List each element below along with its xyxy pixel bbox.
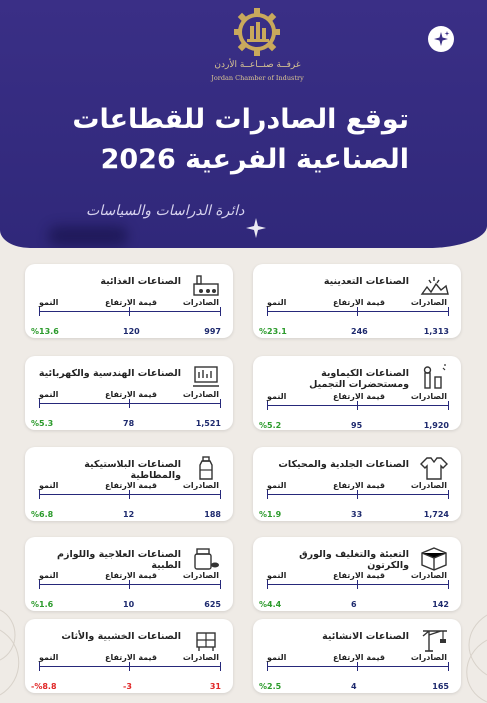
- axis-tick: [357, 307, 358, 316]
- axis-line: [39, 494, 221, 495]
- sector-name: الصناعات التعدينية: [323, 276, 409, 287]
- exports-label: الصادرات: [410, 392, 447, 401]
- axis-tick: [129, 580, 130, 589]
- header-banner: [0, 0, 487, 248]
- axis-line: [267, 311, 449, 312]
- axis-line: [39, 311, 221, 312]
- plastic-bottle-icon: [191, 455, 221, 481]
- sector-name: الصناعات العلاجية واللوازم الطبية: [57, 549, 181, 571]
- increase-label: قيمة الارتفاع: [105, 571, 158, 580]
- axis-tick: [267, 401, 268, 410]
- exports-value: 1,724: [423, 510, 449, 519]
- sector-name: التعبئة والتغليف والورق والكرتون: [299, 549, 409, 571]
- sector-card: [253, 447, 461, 521]
- sector-name: الصناعات الهندسية والكهربائية: [38, 368, 181, 379]
- axis-tick: [448, 662, 449, 671]
- sector-card: [25, 264, 233, 338]
- axis-tick: [39, 490, 40, 499]
- axis-tick: [448, 307, 449, 316]
- logo-arabic-text: غرفــة صنــاعــة الأردن: [214, 60, 301, 70]
- increase-label: قيمة الارتفاع: [105, 653, 158, 662]
- axis-tick: [267, 307, 268, 316]
- increase-value: -3: [123, 682, 132, 691]
- exports-value: 142: [432, 600, 449, 609]
- exports-value: 31: [209, 682, 221, 691]
- increase-value: 10: [123, 600, 135, 609]
- sparkle-icon: [428, 26, 454, 52]
- sector-card: [25, 447, 233, 521]
- axis-tick: [267, 662, 268, 671]
- decorative-swirl: [458, 610, 487, 703]
- axis-line: [267, 666, 449, 667]
- exports-label: الصادرات: [410, 571, 447, 580]
- increase-value: 4: [351, 682, 357, 691]
- axis-tick: [220, 662, 221, 671]
- exports-value: 1,313: [423, 327, 449, 336]
- axis-tick: [39, 662, 40, 671]
- increase-label: قيمة الارتفاع: [333, 653, 386, 662]
- exports-value: 165: [432, 682, 449, 691]
- axis-tick: [129, 399, 130, 408]
- sector-card: [253, 356, 461, 430]
- axis-tick: [39, 399, 40, 408]
- sector-card: [25, 619, 233, 693]
- growth-value: -%8.8: [31, 682, 57, 691]
- sector-card: [25, 356, 233, 430]
- sector-name: الصناعات البلاستيكية والمطاطية: [84, 459, 181, 481]
- axis-line: [39, 584, 221, 585]
- decorative-blur: [48, 226, 128, 246]
- axis-tick: [267, 580, 268, 589]
- exports-value: 1,920: [423, 421, 449, 430]
- sector-name: الصناعات الانشائية: [322, 631, 409, 642]
- sector-name: الصناعات الكيماوية ومستحضرات التجميل: [309, 368, 409, 390]
- sector-card: [253, 264, 461, 338]
- growth-value: %5.3: [31, 419, 54, 428]
- axis-tick: [39, 307, 40, 316]
- increase-value: 246: [351, 327, 368, 336]
- growth-label: النمو: [267, 653, 287, 662]
- cosmetics-icon: [419, 364, 449, 390]
- growth-label: النمو: [39, 571, 59, 580]
- axis-line: [39, 666, 221, 667]
- exports-label: الصادرات: [410, 298, 447, 307]
- exports-label: الصادرات: [410, 481, 447, 490]
- growth-value: %6.8: [31, 510, 54, 519]
- axis-tick: [129, 662, 130, 671]
- chamber-logo: [205, 6, 315, 88]
- garment-icon: [419, 455, 449, 481]
- increase-value: 95: [351, 421, 363, 430]
- page-title-line1: توقع الصادرات للقطاعات: [72, 104, 409, 135]
- axis-tick: [39, 580, 40, 589]
- logo-english-text: Jordan Chamber of Industry: [211, 74, 304, 82]
- axis-tick: [448, 401, 449, 410]
- increase-label: قيمة الارتفاع: [105, 298, 158, 307]
- increase-value: 78: [123, 419, 135, 428]
- sector-name: الصناعات الغذائية: [100, 276, 181, 287]
- sector-name: الصناعات الجلدية والمحيكات: [278, 459, 409, 470]
- growth-label: النمو: [267, 392, 287, 401]
- axis-tick: [129, 307, 130, 316]
- axis-tick: [357, 662, 358, 671]
- increase-label: قيمة الارتفاع: [105, 390, 158, 399]
- exports-label: الصادرات: [410, 653, 447, 662]
- growth-value: %13.6: [31, 327, 59, 336]
- sparkle-badge: [428, 26, 454, 52]
- furniture-icon: [191, 627, 221, 653]
- exports-label: الصادرات: [182, 390, 219, 399]
- growth-label: النمو: [267, 481, 287, 490]
- axis-line: [267, 405, 449, 406]
- increase-label: قيمة الارتفاع: [333, 392, 386, 401]
- page-title-line2: الصناعية الفرعية 2026: [100, 144, 409, 175]
- exports-label: الصادرات: [182, 481, 219, 490]
- mining-icon: [419, 272, 449, 298]
- food-factory-icon: [191, 272, 221, 298]
- growth-value: %2.5: [259, 682, 282, 691]
- growth-label: النمو: [39, 481, 59, 490]
- increase-value: 12: [123, 510, 135, 519]
- sector-card: [25, 537, 233, 611]
- growth-value: %4.4: [259, 600, 282, 609]
- growth-label: النمو: [267, 298, 287, 307]
- sector-card: [253, 537, 461, 611]
- box-icon: [419, 545, 449, 571]
- axis-tick: [220, 580, 221, 589]
- engineering-icon: [191, 364, 221, 390]
- increase-value: 33: [351, 510, 363, 519]
- sector-name: الصناعات الخشبية والأثاث: [61, 631, 181, 642]
- axis-tick: [357, 490, 358, 499]
- sector-card: [253, 619, 461, 693]
- exports-label: الصادرات: [182, 653, 219, 662]
- axis-tick: [267, 490, 268, 499]
- exports-value: 997: [204, 327, 221, 336]
- growth-value: %23.1: [259, 327, 287, 336]
- axis-tick: [220, 490, 221, 499]
- crane-icon: [419, 627, 449, 653]
- exports-value: 625: [204, 600, 221, 609]
- increase-label: قيمة الارتفاع: [333, 571, 386, 580]
- exports-value: 188: [204, 510, 221, 519]
- axis-line: [267, 494, 449, 495]
- sparkle-icon: [244, 216, 268, 240]
- exports-label: الصادرات: [182, 571, 219, 580]
- growth-value: %1.6: [31, 600, 54, 609]
- exports-value: 1,521: [195, 419, 221, 428]
- growth-label: النمو: [39, 390, 59, 399]
- axis-tick: [448, 490, 449, 499]
- gear-logo-icon: [229, 6, 285, 58]
- axis-tick: [129, 490, 130, 499]
- increase-value: 120: [123, 327, 140, 336]
- growth-label: النمو: [267, 571, 287, 580]
- growth-value: %1.9: [259, 510, 282, 519]
- axis-tick: [448, 580, 449, 589]
- axis-line: [267, 584, 449, 585]
- axis-tick: [357, 580, 358, 589]
- medicine-icon: [191, 545, 221, 571]
- increase-value: 6: [351, 600, 357, 609]
- increase-label: قيمة الارتفاع: [333, 481, 386, 490]
- growth-label: النمو: [39, 653, 59, 662]
- axis-tick: [220, 399, 221, 408]
- axis-line: [39, 403, 221, 404]
- growth-label: النمو: [39, 298, 59, 307]
- increase-label: قيمة الارتفاع: [105, 481, 158, 490]
- growth-value: %5.2: [259, 421, 282, 430]
- axis-tick: [220, 307, 221, 316]
- increase-label: قيمة الارتفاع: [333, 298, 386, 307]
- axis-tick: [357, 401, 358, 410]
- department-name: دائرة الدراسات والسياسات: [86, 203, 245, 219]
- exports-label: الصادرات: [182, 298, 219, 307]
